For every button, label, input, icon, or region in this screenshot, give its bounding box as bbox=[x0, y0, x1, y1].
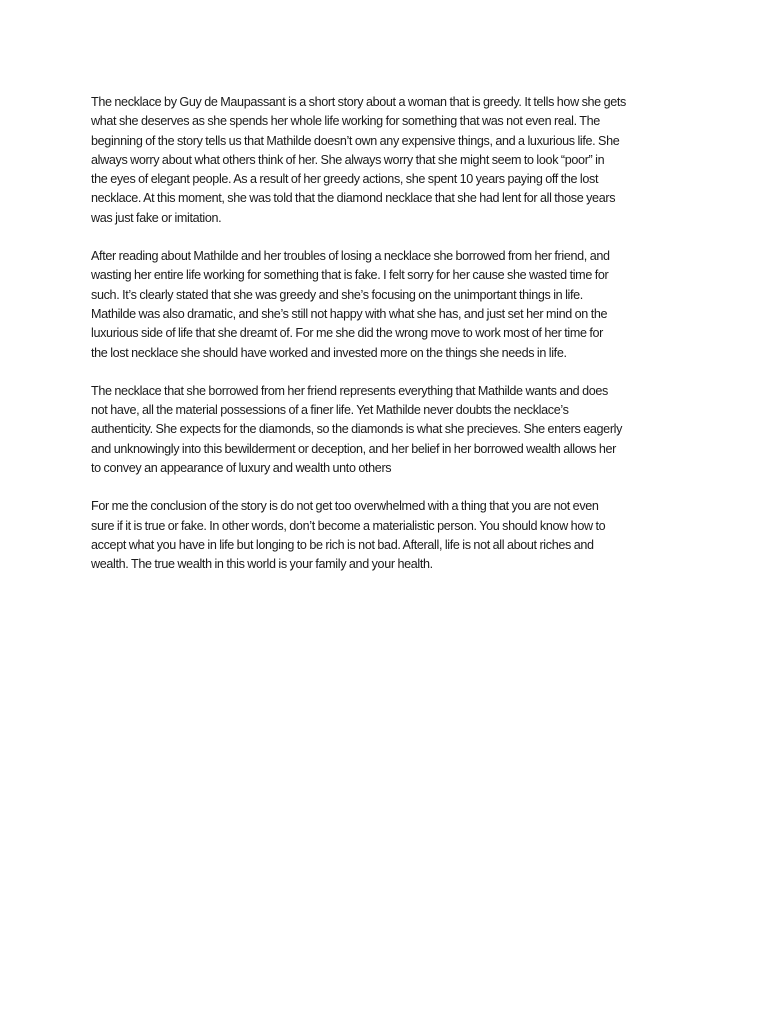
text-line: always worry about what others think of her. She always worry that she might seem to look “poor” in bbox=[91, 152, 605, 167]
text-line: necklace. At this moment, she was told that the diamond necklace that she had lent for all those years bbox=[91, 191, 616, 206]
text-line: authenticity. She expects for the diamonds, so the diamonds is what she precieves. She enters eagerly bbox=[91, 422, 623, 437]
text-line: the eyes of elegant people. As a result of her greedy actions, she spent 10 years paying off the lost bbox=[91, 172, 599, 187]
paragraph-3 bbox=[91, 382, 681, 478]
text-line: and unknowingly into this bewilderment or deception, and her belief in her borrowed wealth allows her bbox=[91, 441, 617, 456]
text-line: the lost necklace she should have worked and invested more on the things she needs in life. bbox=[91, 345, 567, 360]
document-body bbox=[91, 93, 681, 594]
text-line: The necklace that she borrowed from her friend represents everything that Mathilde wants and does bbox=[91, 383, 608, 398]
text-line: wasting her entire life working for something that is fake. I felt sorry for her cause she wasted time for bbox=[91, 268, 609, 283]
text-line: to convey an appearance of luxury and wealth unto others bbox=[91, 461, 392, 476]
paragraph-4 bbox=[91, 497, 681, 574]
text-line: not have, all the material possessions of a finer life. Yet Mathilde never doubts the necklace’s bbox=[91, 403, 569, 418]
text-line: accept what you have in life but longing to be rich is not bad. Afterall, life is not all about riches and bbox=[91, 537, 594, 552]
text-line: wealth. The true wealth in this world is your family and your health. bbox=[91, 557, 433, 572]
text-line: luxurious side of life that she dreamt of. For me she did the wrong move to work most of her time for bbox=[91, 326, 604, 341]
text-line: was just fake or imitation. bbox=[91, 210, 222, 225]
text-line: For me the conclusion of the story is do not get too overwhelmed with a thing that you are not even bbox=[91, 499, 599, 514]
text-line: such. It’s clearly stated that she was greedy and she’s focusing on the unimportant things in life. bbox=[91, 287, 583, 302]
text-line: beginning of the story tells us that Mathilde doesn’t own any expensive things, and a luxurious life. She bbox=[91, 133, 620, 148]
text-line: what she deserves as she spends her whole life working for something that was not even real. The bbox=[91, 114, 600, 129]
paragraph-2 bbox=[91, 247, 681, 363]
text-line: After reading about Mathilde and her troubles of losing a necklace she borrowed from her friend, and bbox=[91, 249, 610, 264]
paragraph-1 bbox=[91, 93, 681, 228]
text-line: The necklace by Guy de Maupassant is a short story about a woman that is greedy. It tells how she gets bbox=[91, 95, 626, 109]
text-line: sure if it is true or fake. In other words, don’t become a materialistic person. You should know how to bbox=[91, 518, 606, 533]
text-line: Mathilde was also dramatic, and she’s still not happy with what she has, and just set her mind on the bbox=[91, 306, 608, 321]
